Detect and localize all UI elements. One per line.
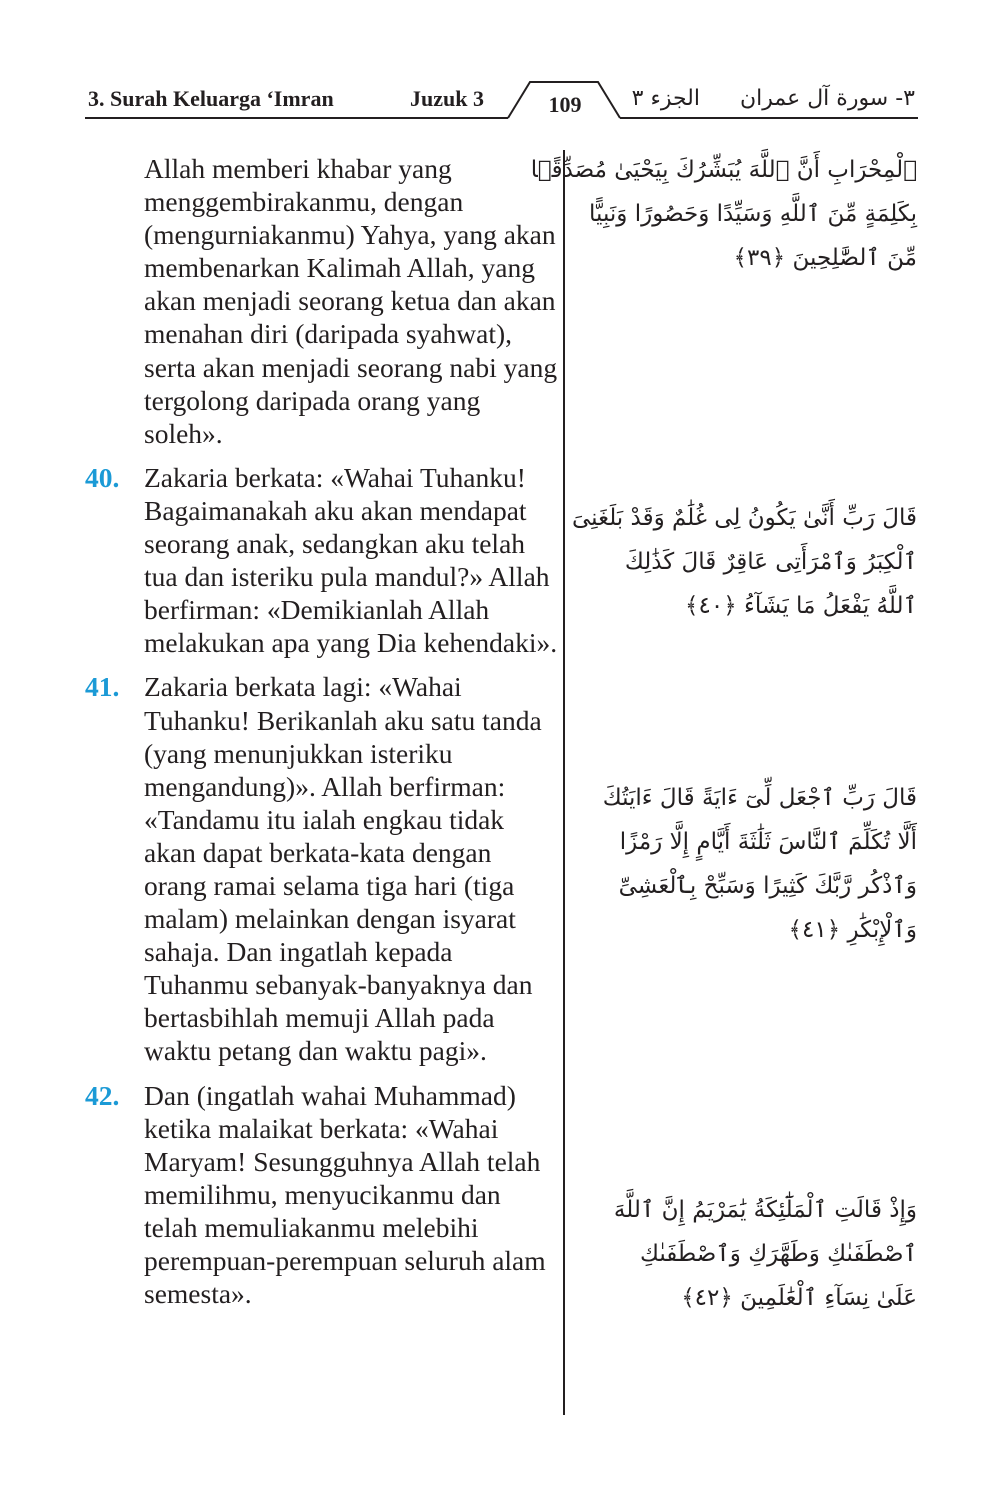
page-number: 109 xyxy=(548,92,582,117)
verse-number: 40. xyxy=(85,461,120,493)
verse-39-arabic xyxy=(530,148,917,280)
arabic-line: ٱلْمِحْرَابِ أَنَّ ٱللَّهَ يُبَشِّرُكَ بِيَحْيَىٰ مُصَدِّقًۢا xyxy=(530,157,917,183)
header-surah-arabic: ٣- سورة آل عمران xyxy=(739,86,915,111)
column-divider xyxy=(563,150,565,1415)
verse-40-arabic xyxy=(571,496,917,628)
verse-text: Allah memberi khabar yang menggembirakanmu, dengan (mengurniakanmu) Yahya, yang akan membenarkan Kalimah Allah, yang akan menjadi seorang ketua dan akan menahan diri (daripada syahwat), serta akan menjadi seorang nabi yang tergolong daripada orang yang soleh». xyxy=(144,153,558,449)
verse-41-arabic xyxy=(585,776,917,952)
arabic-line: مِّنَ ٱلصَّٰلِحِينَ ﴿٣٩﴾ xyxy=(733,245,917,271)
verse-text: Zakaria berkata lagi: «Wahai Tuhanku! Berikanlah aku satu tanda (yang menunjukkan isteriku mengandung)». Allah berfirman: «Tandamu itu ialah engkau tidak akan dapat berkata-kata dengan orang ramai selama tiga hari (tiga malam) melainkan dengan isyarat sahaja. Dan ingatlah kepada Tuhanmu sebanyak-banyaknya dan bertasbihlah memuji Allah pada waktu petang dan waktu pagi». xyxy=(144,671,542,1067)
page-header xyxy=(0,0,1000,130)
header-juzuk-latin: Juzuk 3 xyxy=(410,86,484,111)
verse-text: Zakaria berkata: «Wahai Tuhanku! Bagaimanakah aku akan mendapat seorang anak, sedangkan aku telah tua dan isteriku pula mandul?» Allah berfirman: «Demikianlah Allah melakukan apa yang Dia kehendaki». xyxy=(144,461,558,659)
verse-39-translation xyxy=(85,152,560,450)
verse-42-translation xyxy=(85,1079,560,1311)
arabic-line: قَالَ رَبِّ أَنَّىٰ يَكُونُ لِى غُلَٰمٌ وَقَدْ بَلَغَنِىَ xyxy=(571,505,917,531)
header-surah-latin: 3. Surah Keluarga ‘Imran xyxy=(88,86,334,111)
arabic-line: عَلَىٰ نِسَآءِ ٱلْعَٰلَمِينَ ﴿٤٢﴾ xyxy=(681,1285,917,1311)
verse-number: 42. xyxy=(85,1079,120,1111)
translation-column xyxy=(85,152,560,1321)
verse-42-arabic xyxy=(585,1188,917,1320)
arabic-line: ٱللَّهُ يَفْعَلُ مَا يَشَآءُ ﴿٤٠﴾ xyxy=(685,593,917,619)
arabic-line: ٱلْكِبَرُ وَٱمْرَأَتِى عَاقِرٌ قَالَ كَذَٰلِكَ xyxy=(624,549,917,575)
verse-text: Dan (ingatlah wahai Muhammad) ketika malaikat berkata: «Wahai Maryam! Sesungguhnya Allah telah memilihmu, menyucikanmu dan telah memuliakanmu melebihi perempuan-perempuan seluruh alam semesta». xyxy=(144,1079,546,1310)
verse-40-translation xyxy=(85,461,560,660)
arabic-line: بِكَلِمَةٍ مِّنَ ٱللَّهِ وَسَيِّدًا وَحَصُورًا وَنَبِيًّا xyxy=(589,201,917,227)
arabic-line: ٱصْطَفَىٰكِ وَطَهَّرَكِ وَٱصْطَفَىٰكِ xyxy=(639,1241,917,1267)
arabic-line: أَلَّا تُكَلِّمَ ٱلنَّاسَ ثَلَٰثَةَ أَيَّامٍ إِلَّا رَمْزًا xyxy=(619,829,917,855)
arabic-line: قَالَ رَبِّ ٱجْعَل لِّىٓ ءَايَةً قَالَ ءَايَتُكَ xyxy=(602,785,917,811)
arabic-line: وَإِذْ قَالَتِ ٱلْمَلَٰٓئِكَةُ يَٰمَرْيَمُ إِنَّ ٱللَّهَ xyxy=(613,1197,917,1223)
arabic-line: وَٱلْإِبْكَٰرِ ﴿٤١﴾ xyxy=(788,917,917,943)
header-juz-arabic: الجزء ٣ xyxy=(631,86,700,111)
arabic-line: وَٱذْكُر رَّبَّكَ كَثِيرًا وَسَبِّحْ بِٱلْعَشِىِّ xyxy=(618,873,917,899)
verse-41-translation xyxy=(85,670,560,1067)
verse-number: 41. xyxy=(85,671,120,703)
